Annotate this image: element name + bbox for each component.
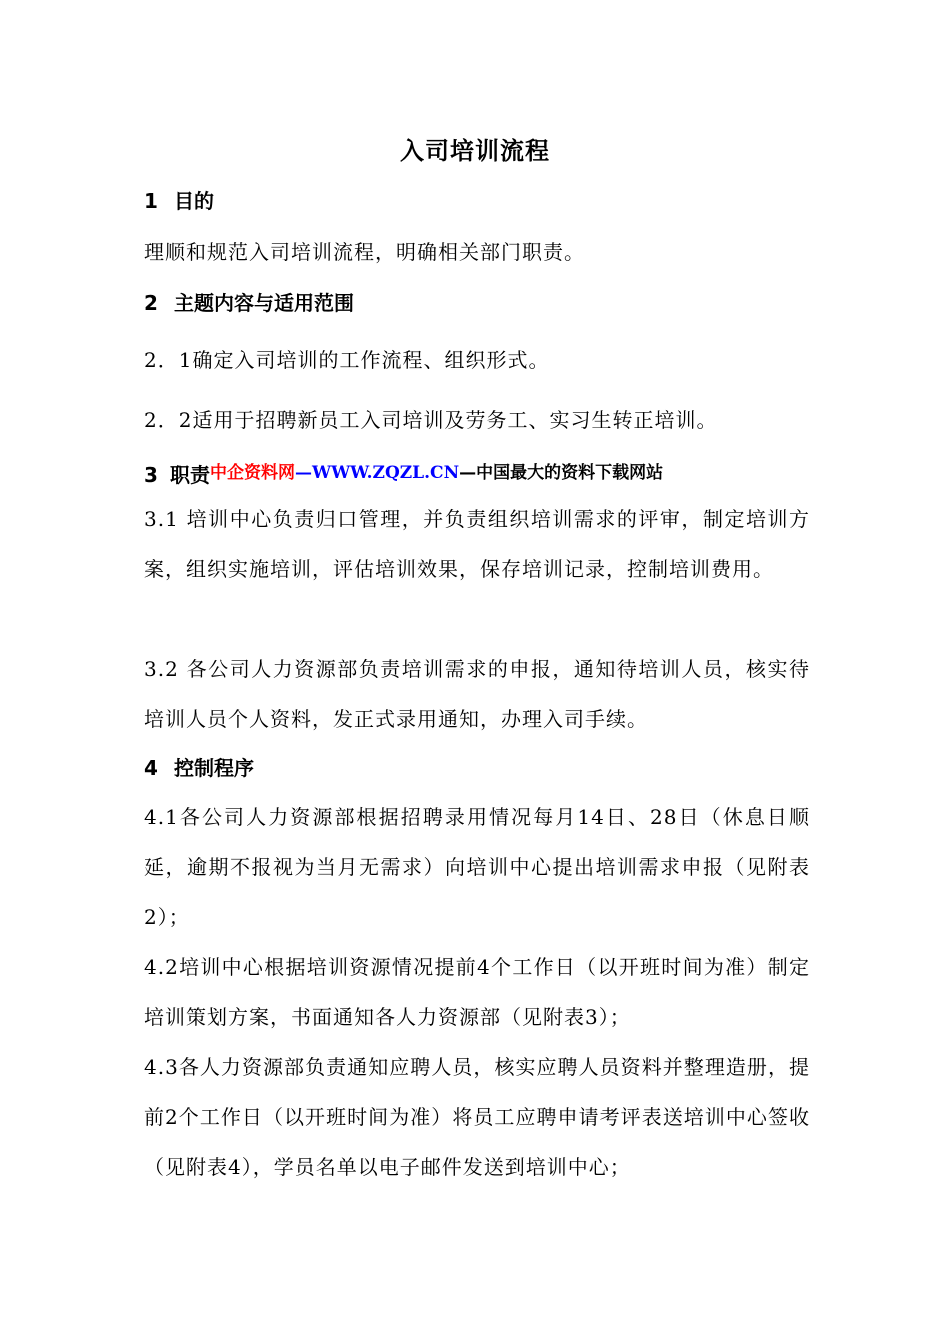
section-3-number: 3 [144,463,158,487]
document-title: 入司培训流程 [400,137,550,165]
section-2-number: 2 [144,291,158,315]
banner-dash-1: — [295,463,312,483]
section-2-item-1: 2．1确定入司培训的工作流程、组织形式。 [144,348,550,372]
section-2-title: 主题内容与适用范围 [174,291,354,315]
section-4-item-3: 4.3各人力资源部负责通知应聘人员，核实应聘人员资料并整理造册，提前2个工作日（以开班时间为准）将员工应聘申请考评表送培训中心签收（见附表4），学员名单以电子邮件发送到培训中心； [144,1055,810,1179]
section-4-item-1: 4.1各公司人力资源部根据招聘录用情况每月14日、28日（休息日顺延，逾期不报视为当月无需求）向培训中心提出培训需求申报（见附表2）； [144,805,810,929]
section-4-item-2: 4.2培训中心根据培训资源情况提前4个工作日（以开班时间为准）制定培训策划方案，书面通知各人力资源部（见附表3）； [144,955,810,1029]
section-4-title: 控制程序 [174,756,254,780]
section-1-title: 目的 [174,189,214,213]
banner-slogan: 中国最大的资料下载网站 [476,463,664,483]
section-1-heading [144,186,214,216]
section-1-number: 1 [144,189,158,213]
watermark-banner [210,463,663,483]
banner-dash-2: — [459,463,477,483]
section-4-number: 4 [144,756,158,780]
banner-site-name: 中企资料网 [210,463,295,483]
section-1-text: 理顺和规范入司培训流程，明确相关部门职责。 [144,240,585,264]
banner-site-url: WWW.ZQZL.CN [312,463,460,483]
section-2-item-2: 2．2适用于招聘新员工入司培训及劳务工、实习生转正培训。 [144,408,718,432]
section-2-heading [144,288,354,318]
section-3-item-1: 3.1 培训中心负责归口管理，并负责组织培训需求的评审，制定培训方案，组织实施培训，评估培训效果，保存培训记录，控制培训费用。 [144,507,810,581]
section-3-title: 职责 [170,463,210,487]
section-3-heading [144,458,663,490]
section-4-heading [144,753,254,783]
section-3-item-2: 3.2 各公司人力资源部负责培训需求的申报，通知待培训人员，核实待培训人员个人资料，发正式录用通知，办理入司手续。 [144,657,810,731]
